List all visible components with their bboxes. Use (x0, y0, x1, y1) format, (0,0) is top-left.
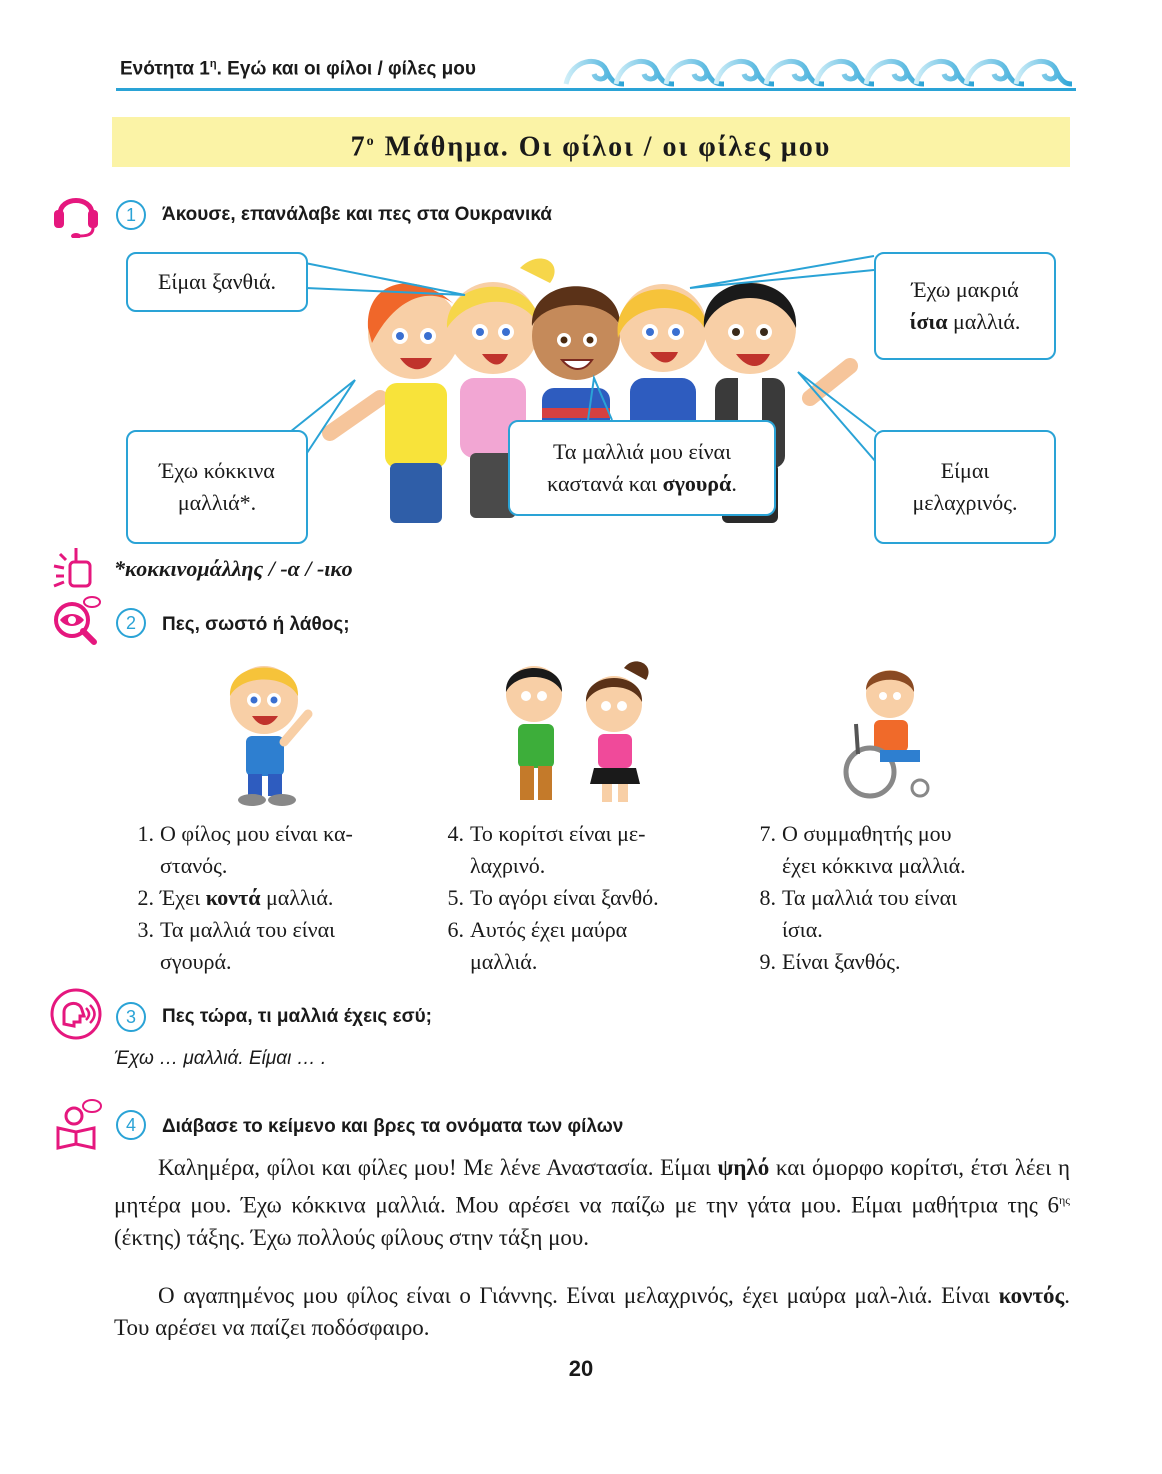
bubble-red-hair: Έχω κόκκινα μαλλιά*. (126, 430, 308, 544)
unit-title: Ενότητα $1^\eta$. Εγώ και οι φίλοι / φίλες μου (120, 58, 476, 80)
exercise-4-number: 4 (116, 1110, 146, 1140)
boy-and-girl-picture (494, 654, 664, 810)
exercise-3-number: 3 (116, 1002, 146, 1032)
exercise-2-number: 2 (116, 608, 146, 638)
exercise-1-number: 1 (116, 200, 146, 230)
statement-2: 2. Έχει κοντά μαλλιά. (137, 885, 334, 910)
footnote-term: *κοκκινομάλλης / -α / -ικο (114, 556, 353, 581)
statement-8: 8. Τα μαλλιά του είναι ίσια. (759, 885, 958, 942)
exercise-1-title: Άκουσε, επανάλαβε και πες στα Ουκρανικά (162, 204, 552, 225)
exercise-3-title: Πες τώρα, τι μαλλιά έχεις εσύ; (162, 1006, 432, 1027)
statement-7: 7. Ο συμμαθητής μου έχει κόκκινα μαλλιά. (759, 821, 966, 878)
wheelchair-boy-picture (840, 664, 940, 804)
speaking-head-icon (50, 988, 102, 1040)
bubble-dark-haired: Είμαι μελαχρινός. (874, 430, 1056, 544)
exercise-4-title: Διάβασε το κείμενο και βρες τα ονόματα των φίλων (162, 1116, 624, 1137)
page-number: 20 (568, 1356, 594, 1381)
statement-9: 9. Είναι ξανθός. (759, 949, 901, 974)
reading-book-icon (52, 1098, 104, 1150)
bubble-long-straight-hair: Έχω μακριά ίσια μαλλιά. (874, 252, 1056, 360)
lesson-title: $7^o$ Μάθημα. Οι φίλοι / οι φίλες μου (350, 131, 832, 163)
reading-paragraph-1: Καλημέρα, φίλοι και φίλες μου! Με λένε Αναστασία. Είμαι ψηλό και όμορφο κορίτσι, έτσι λέει η μητέρα μου. Έχω κόκκινα μαλλιά. Μου αρέσει να παίζω με την γάτα μου. Είμαι μαθήτρια της $6^{\eta\varsigma}$ (έκτης) τάξης. Έχω πολλούς φίλους στην τάξη μου. (114, 1155, 1070, 1250)
bubble-blonde: Είμαι ξανθιά. (126, 252, 308, 312)
exercise-2-title: Πες, σωστό ή λάθος; (162, 614, 350, 635)
exercise-3-sample: Έχω … μαλλιά. Είμαι … . (114, 1048, 327, 1069)
statement-6: 6. Αυτός έχει μαύρα μαλλιά. (447, 917, 628, 974)
blond-boy-picture (212, 654, 322, 810)
statement-4: 4. Το κορίτσι είναι με- λαχρινό. (447, 821, 646, 878)
bubble-brown-curly-hair: Τα μαλλιά μου είναι καστανά και σγουρά. (508, 420, 776, 516)
reading-paragraph-2: Ο αγαπημένος μου φίλος είναι ο Γιάννης. Είναι μελαχρινός, έχει μαύρα μαλ-λιά. Είναι κοντός. Του αρέσει να παίζει ποδόσφαιρο. (114, 1283, 1070, 1340)
magnifier-eye-icon (50, 594, 102, 646)
statement-1: 1. Ο φίλος μου είναι κα- στανός. (137, 821, 353, 878)
statement-5: 5. Το αγόρι είναι ξανθό. (447, 885, 659, 910)
statement-3: 3. Τα μαλλιά του είναι σγουρά. (137, 917, 336, 974)
pointing-hand-icon (50, 544, 100, 592)
